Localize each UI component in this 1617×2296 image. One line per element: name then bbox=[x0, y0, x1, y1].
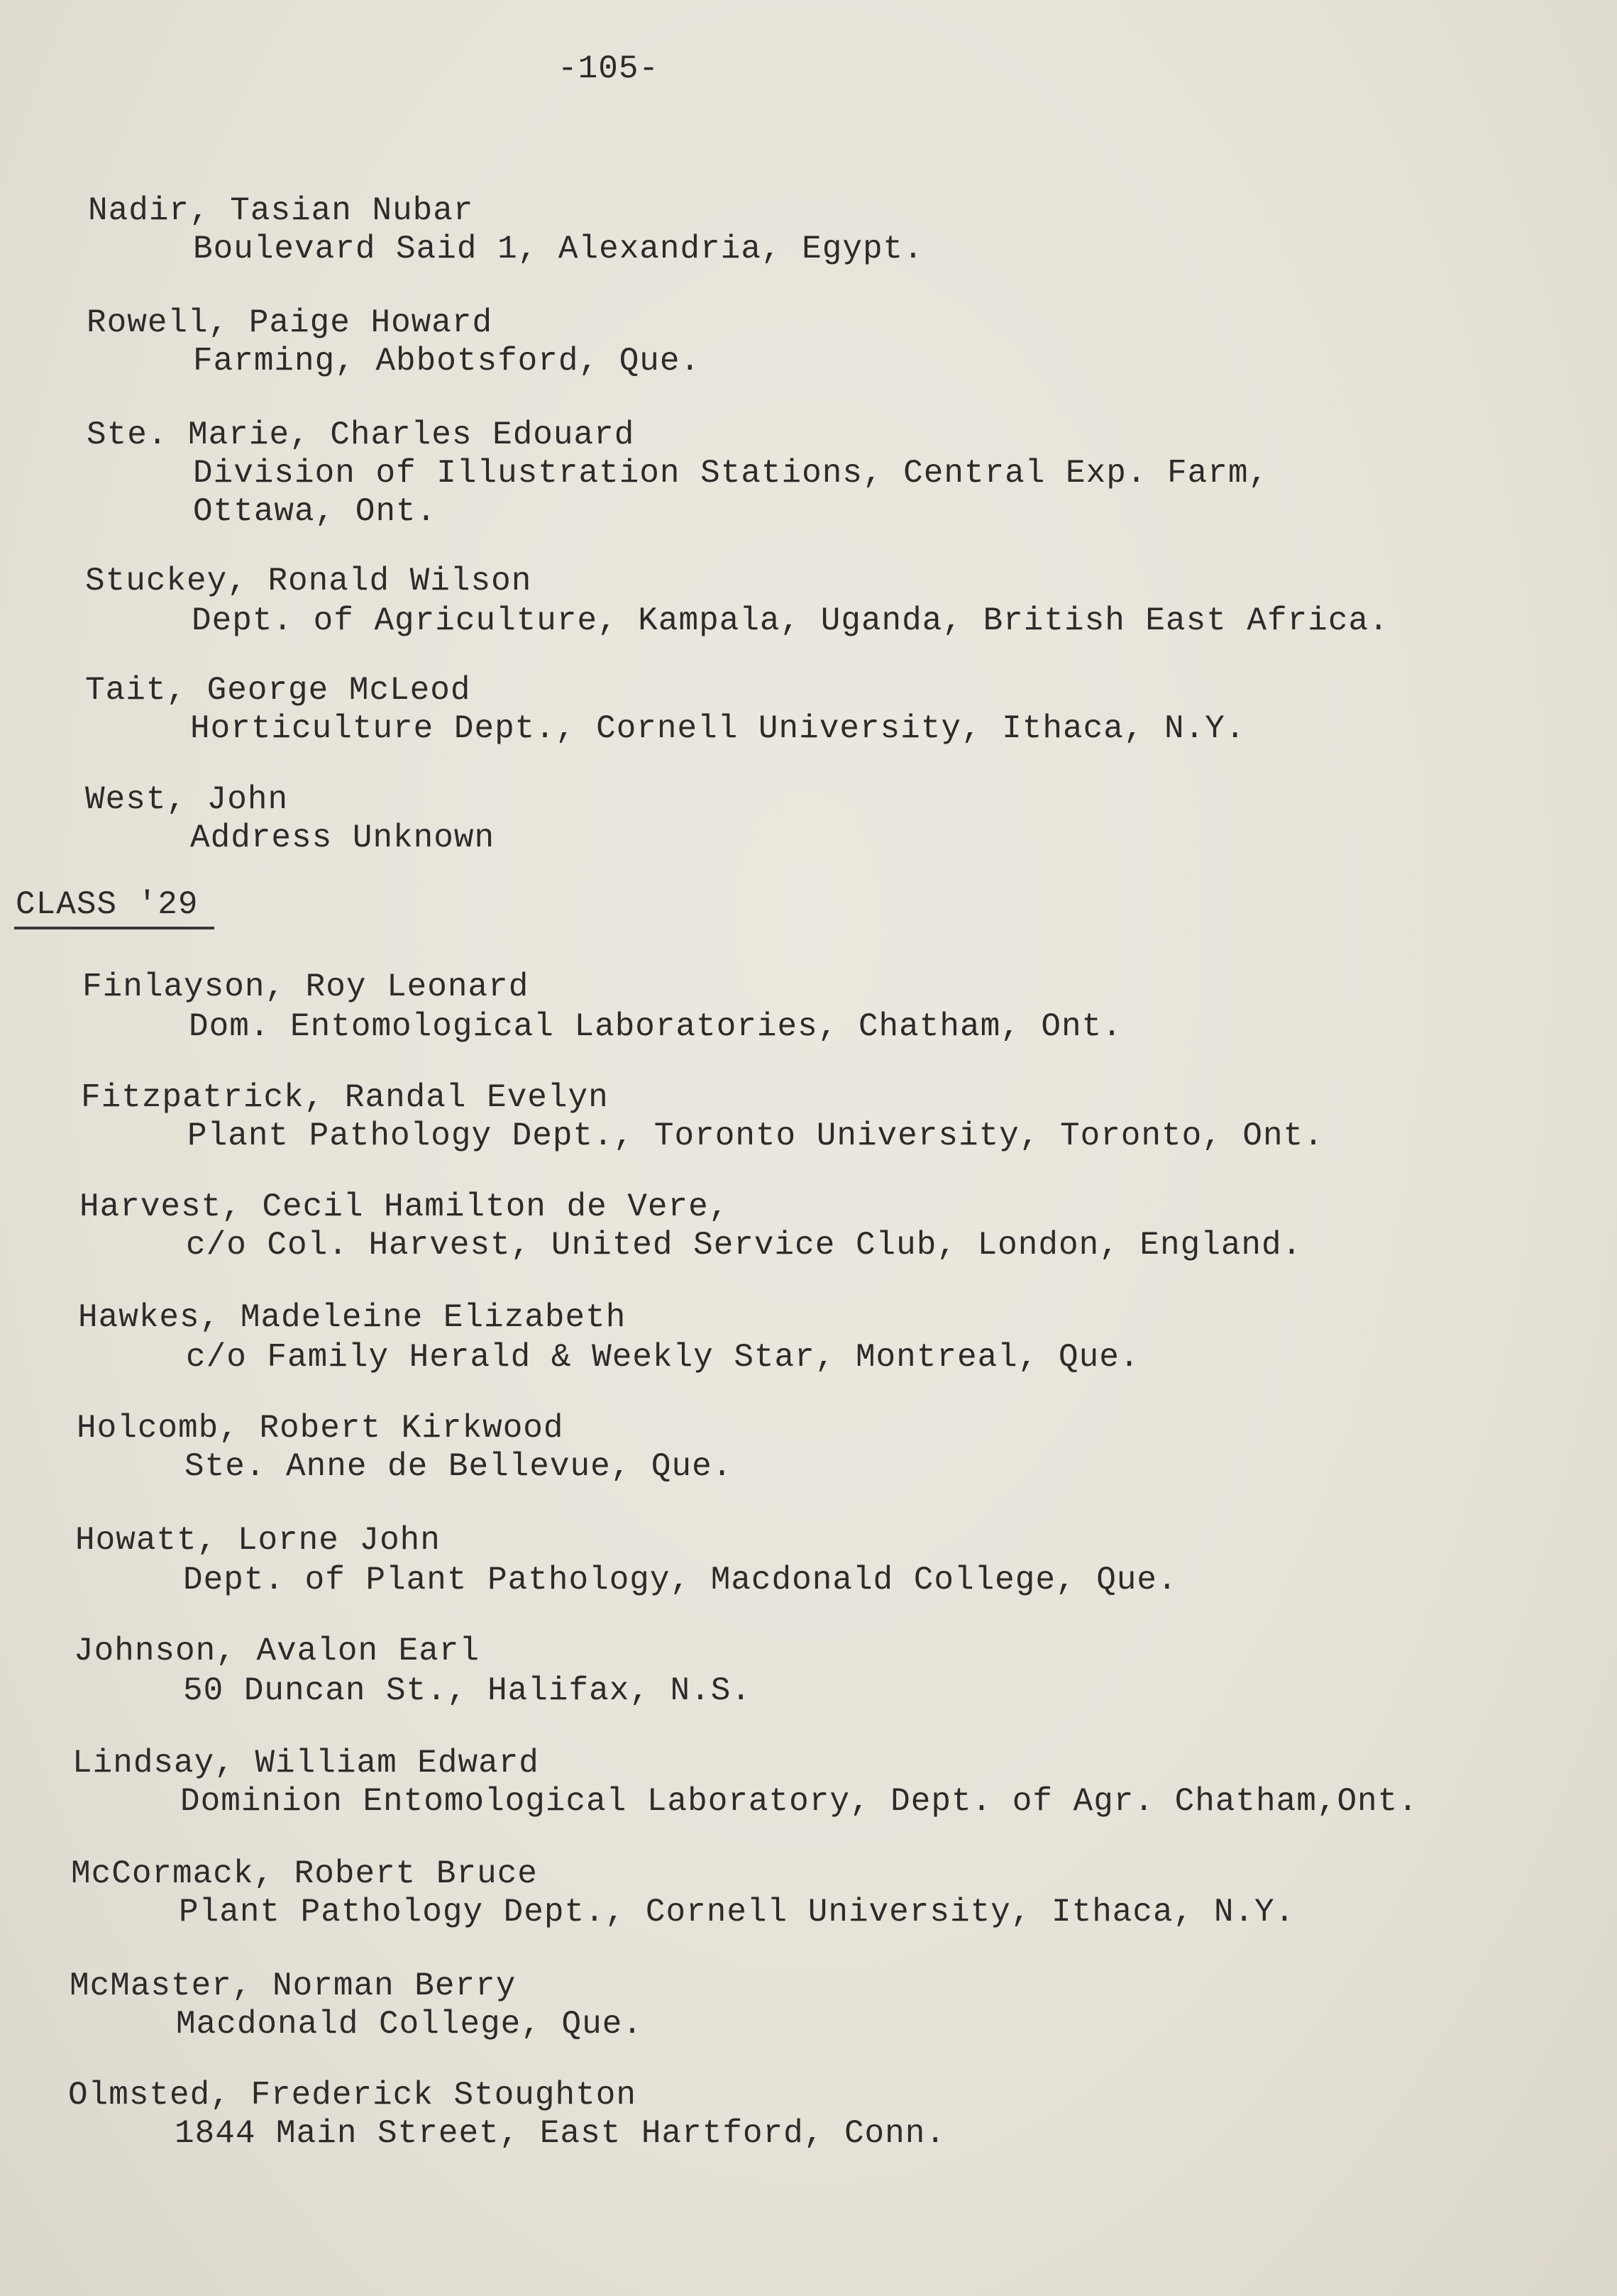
entry-address: Dominion Entomological Laboratory, Dept. of Agr. Chatham,Ont. bbox=[180, 1783, 1418, 1820]
entry-name: McMaster, Norman Berry bbox=[70, 1967, 517, 2004]
entry-name: Hawkes, Madeleine Elizabeth bbox=[78, 1299, 627, 1336]
entry-name: McCormack, Robert Bruce bbox=[71, 1855, 538, 1892]
entry-address: c/o Family Herald & Weekly Star, Montreal, Que. bbox=[186, 1339, 1140, 1376]
entry-name: Johnson, Avalon Earl bbox=[74, 1633, 480, 1669]
entry-address: Horticulture Dept., Cornell University, Ithaca, N.Y. bbox=[190, 710, 1246, 747]
entry-name: Harvest, Cecil Hamilton de Vere, bbox=[79, 1188, 729, 1225]
entry-name: Ste. Marie, Charles Edouard bbox=[87, 416, 635, 453]
entry-address: Division of Illustration Stations, Central Exp. Farm, bbox=[193, 455, 1269, 492]
entry-name: Tait, George McLeod bbox=[85, 672, 471, 709]
entry-name: Rowell, Paige Howard bbox=[87, 304, 493, 341]
entry-name: Holcomb, Robert Kirkwood bbox=[77, 1410, 564, 1447]
entry-name: Fitzpatrick, Randal Evelyn bbox=[81, 1079, 609, 1116]
entry-name: Howatt, Lorne John bbox=[75, 1522, 441, 1559]
entry-name: Olmsted, Frederick Stoughton bbox=[68, 2077, 636, 2114]
entry-name: Stuckey, Ronald Wilson bbox=[85, 563, 532, 600]
page-number: -105- bbox=[558, 50, 660, 87]
entry-name: Finlayson, Roy Leonard bbox=[82, 968, 529, 1005]
entry-name: Lindsay, William Edward bbox=[72, 1745, 539, 1782]
entry-address: Dept. of Agriculture, Kampala, Uganda, British East Africa. bbox=[192, 602, 1389, 639]
entry-address: Address Unknown bbox=[190, 819, 495, 856]
entry-name: Nadir, Tasian Nubar bbox=[88, 192, 474, 229]
entry-address: Ste. Anne de Bellevue, Que. bbox=[184, 1448, 733, 1485]
class-heading-underline bbox=[14, 927, 214, 929]
class-heading: CLASS '29 bbox=[16, 886, 199, 923]
entry-address: c/o Col. Harvest, United Service Club, London, England. bbox=[186, 1227, 1303, 1264]
entry-address: Boulevard Said 1, Alexandria, Egypt. bbox=[193, 231, 924, 267]
entry-address: 50 Duncan St., Halifax, N.S. bbox=[183, 1672, 751, 1709]
entry-address: 1844 Main Street, East Hartford, Conn. bbox=[175, 2115, 946, 2152]
entry-address: Dept. of Plant Pathology, Macdonald College, Que. bbox=[183, 1562, 1178, 1599]
entry-address: Plant Pathology Dept., Cornell University, Ithaca, N.Y. bbox=[179, 1894, 1296, 1931]
entry-address: Dom. Entomological Laboratories, Chatham, Ont. bbox=[189, 1008, 1122, 1045]
entry-address: Ottawa, Ont. bbox=[193, 493, 437, 530]
entry-address: Farming, Abbotsford, Que. bbox=[193, 343, 701, 380]
entry-address: Plant Pathology Dept., Toronto University, Toronto, Ont. bbox=[187, 1117, 1324, 1154]
entry-address: Macdonald College, Que. bbox=[176, 2006, 643, 2043]
entry-name: West, John bbox=[85, 781, 289, 818]
